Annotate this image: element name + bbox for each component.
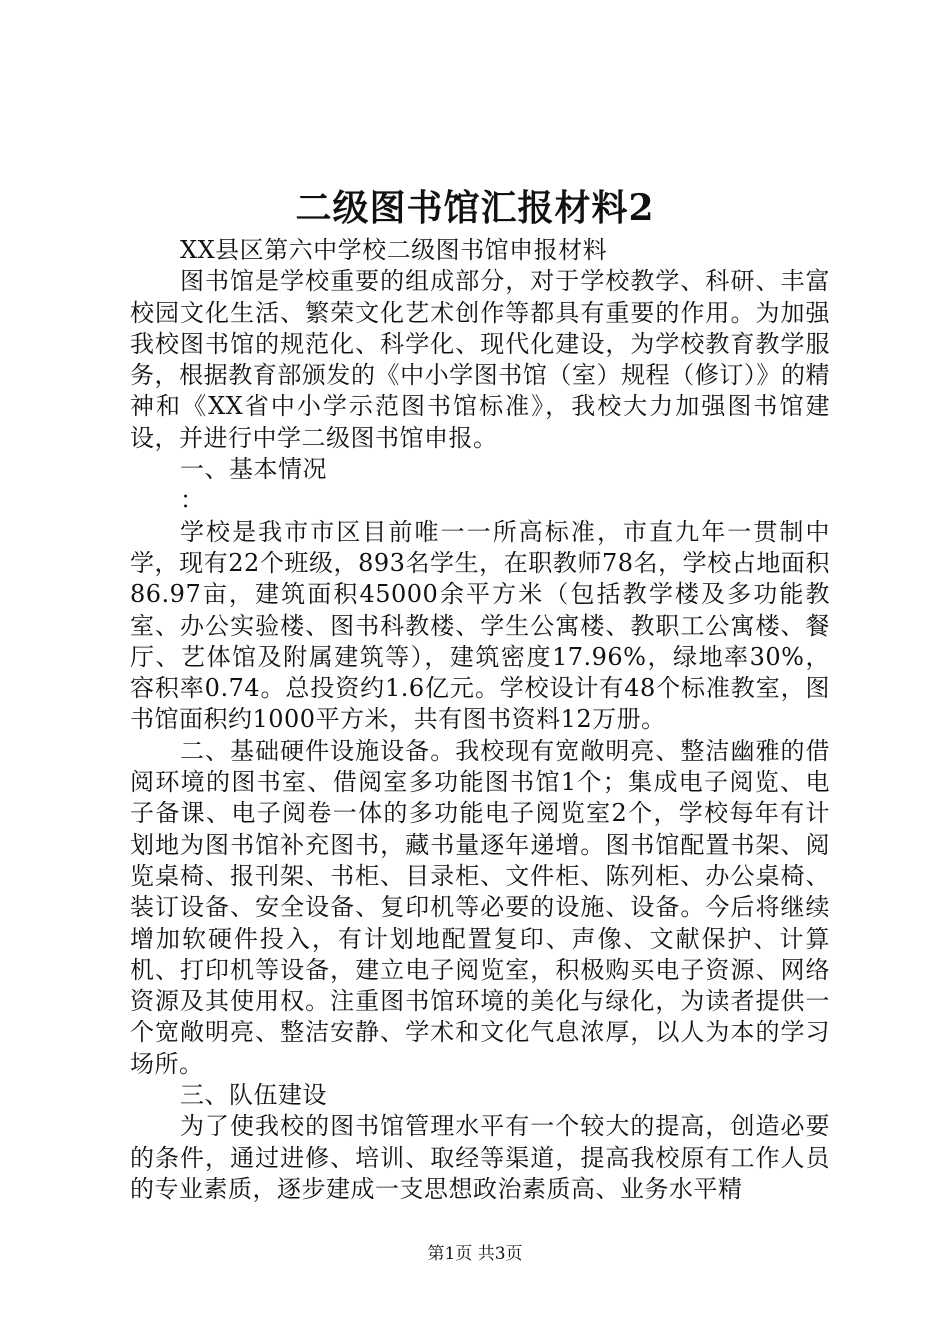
page-footer: 第1页 共3页 xyxy=(427,1244,523,1264)
paragraph-team: 为了使我校的图书馆管理水平有一个较大的提高，创造必要的条件，通过进修、培训、取经等渠道，提高我校原有工作人员的专业素质，逐步建成一支思想政治素质高、业务水平精 xyxy=(130,1112,830,1203)
document-body xyxy=(130,235,830,1205)
section-heading-basic-info: 一、基本情况 xyxy=(180,455,327,484)
paragraph-subtitle: XX县区第六中学校二级图书馆申报材料 xyxy=(180,236,608,264)
document-title: 二级图书馆汇报材料2 xyxy=(295,187,655,229)
paragraph-colon: ： xyxy=(180,486,205,515)
paragraph-intro: 图书馆是学校重要的组成部分，对于学校教学、科研、丰富校园文化生活、繁荣文化艺术创作等都具有重要的作用。为加强我校图书馆的规范化、科学化、现代化建设，为学校教育教学服务，根据教育部颁发的《中小学图书馆（室）规程（修订）》的精神和《XX省中小学示范图书馆标准》，我校大力加强图书馆建设，并进行中学二级图书馆申报。 xyxy=(130,267,830,452)
paragraph-hardware: 二、基础硬件设施设备。我校现有宽敞明亮、整洁幽雅的借阅环境的图书室、借阅室多功能图书馆1个；集成电子阅览、电子备课、电子阅卷一体的多功能电子阅览室2个，学校每年有计划地为图书馆补充图书，藏书量逐年递增。图书馆配置书架、阅览桌椅、报刊架、书柜、目录柜、文件柜、陈列柜、办公桌椅、装订设备、安全设备、复印机等必要的设施、设备。今后将继续增加软硬件投入，有计划地配置复印、声像、文献保护、计算机、打印机等设备，建立电子阅览室，积极购买电子资源、网络资源及其使用权。注重图书馆环境的美化与绿化，为读者提供一个宽敞明亮、整洁安静、学术和文化气息浓厚，以人为本的学习场所。 xyxy=(130,736,830,1078)
paragraph-school-overview: 学校是我市市区目前唯一一所高标准，市直九年一贯制中学，现有22个班级，893名学生，在职教师78名，学校占地面积86.97亩，建筑面积45000余平方米（包括教学楼及多功能教室、办公实验楼、图书科教楼、学生公寓楼、教职工公寓楼、餐厅、艺体馆及附属建筑等），建筑密度17.96%，绿地率30%，容积率0.74。总投资约1.6亿元。学校设计有48个标准教室，图书馆面积约1000平方米，共有图书资料12万册。 xyxy=(130,517,830,734)
section-heading-team: 三、队伍建设 xyxy=(180,1081,327,1110)
